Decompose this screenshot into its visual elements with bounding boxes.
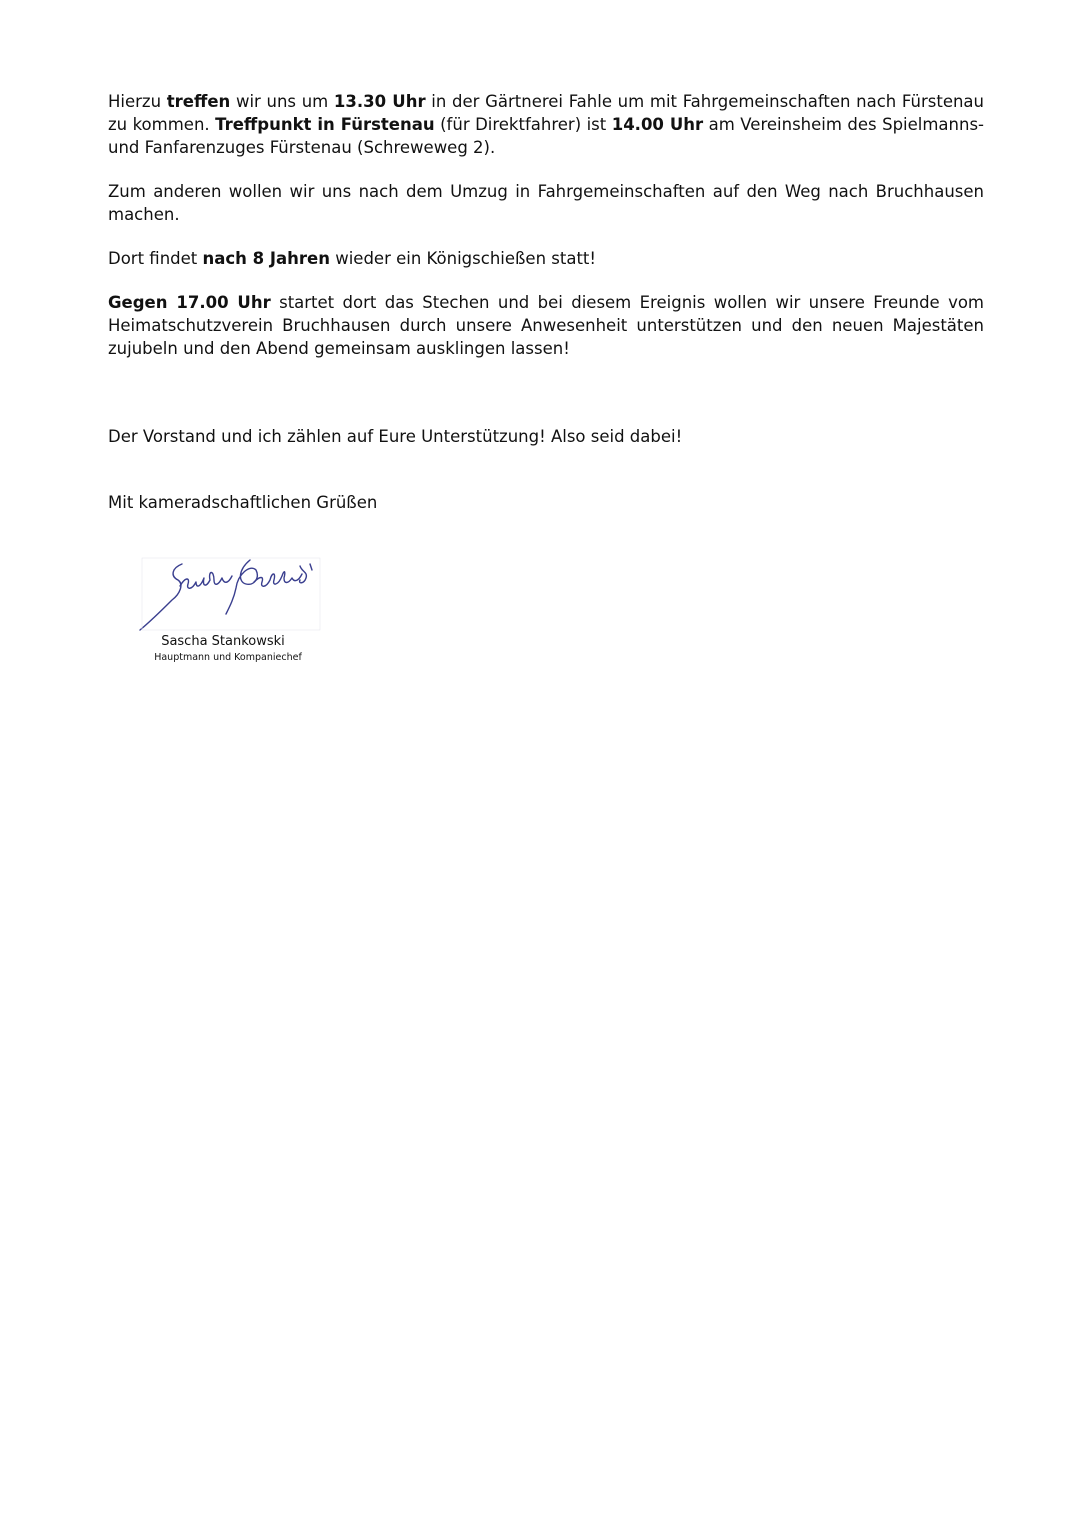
paragraph-koenigschiessen bbox=[108, 247, 984, 270]
closing-appeal: Der Vorstand und ich zählen auf Eure Unterstützung! Also seid dabei! bbox=[108, 427, 683, 446]
paragraph-stechen bbox=[108, 291, 984, 360]
bold-run: 14.00 Uhr bbox=[611, 115, 704, 134]
bold-run: Gegen 17.00 Uhr bbox=[108, 293, 271, 312]
bold-run: treffen bbox=[166, 92, 231, 111]
signature-block bbox=[138, 556, 328, 671]
text-run: in der Gärtnerei Fahle um mit Fahrgemeinschaften nach Fürstenau zu kommen. bbox=[108, 92, 985, 134]
text-run: startet dort das Stechen und bei diesem Ereignis wollen wir unsere Freunde vom Heimatschutzverein Bruchhausen durch unsere Anwesenheit unterstützen und den neuen Majestäten zujubeln und den Abend gemeinsam ausklingen lassen! bbox=[108, 293, 985, 358]
handwritten-signature bbox=[138, 556, 323, 634]
signer-name: Sascha Stankowski bbox=[161, 634, 285, 649]
text-run: Dort findet bbox=[108, 249, 203, 268]
closing-greeting: Mit kameradschaftlichen Grüßen bbox=[108, 493, 378, 512]
bold-run: 13.30 Uhr bbox=[333, 92, 426, 111]
bold-run: Treffpunkt in Fürstenau bbox=[215, 115, 435, 134]
text-run: wieder ein Königschießen statt! bbox=[329, 249, 596, 268]
signer-title: Hauptmann und Kompaniechef bbox=[154, 652, 302, 663]
text-run: am Vereinsheim des Spielmanns- und Fanfarenzuges Fürstenau (Schreweweg 2). bbox=[108, 115, 985, 157]
letter-body bbox=[108, 90, 984, 381]
paragraph-travel: Zum anderen wollen wir uns nach dem Umzug in Fahrgemeinschaften auf den Weg nach Bruchhausen machen. bbox=[108, 182, 984, 224]
text-run: wir uns um bbox=[230, 92, 334, 111]
text-run: (für Direktfahrer) ist bbox=[434, 115, 612, 134]
paragraph-meeting bbox=[108, 90, 984, 159]
text-run: Hierzu bbox=[108, 92, 167, 111]
bold-run: nach 8 Jahren bbox=[202, 249, 330, 268]
